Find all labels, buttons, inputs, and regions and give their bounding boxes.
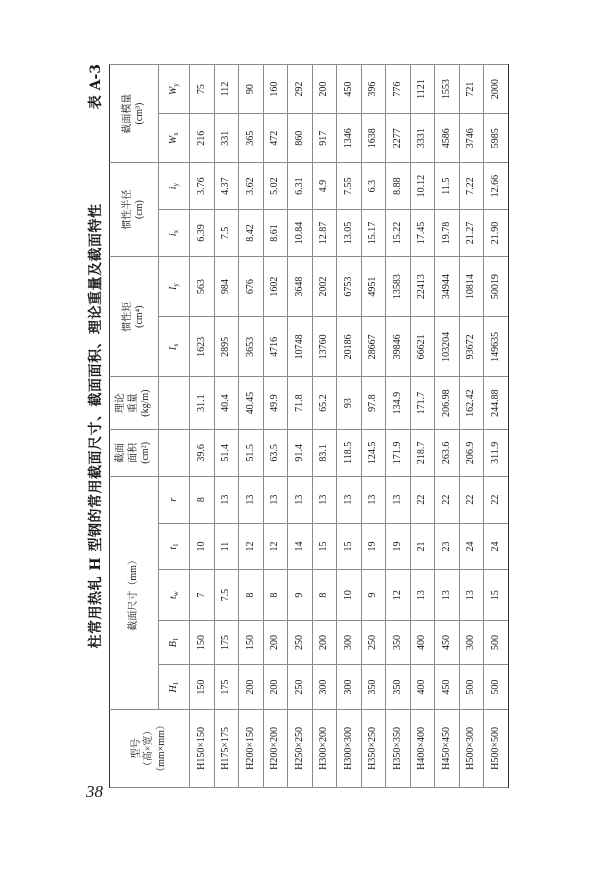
cell-weight: 49.9 xyxy=(263,377,288,429)
caption-row xyxy=(85,64,109,788)
cell-weight: 206.98 xyxy=(435,377,460,429)
cell-area: 118.5 xyxy=(337,429,362,476)
cell-Wy: 776 xyxy=(386,65,411,114)
rotated-table-region xyxy=(85,64,525,788)
cell-iy: 3.76 xyxy=(190,163,215,210)
table-row xyxy=(337,65,362,788)
cell-Ix: 10748 xyxy=(288,317,313,377)
cell-Iy: 6753 xyxy=(337,256,362,316)
cell-weight: 31.1 xyxy=(190,377,215,429)
cell-model: H150×150 xyxy=(190,709,215,787)
cell-tw: 15 xyxy=(484,570,509,620)
cell-r: 8 xyxy=(190,476,215,523)
cell-B1: 300 xyxy=(337,620,362,665)
header-radius xyxy=(110,163,159,257)
header-Wy: $W_y$ xyxy=(159,65,190,114)
cell-t1: 15 xyxy=(312,523,337,570)
cell-tw: 8 xyxy=(312,570,337,620)
cell-Ix: 2895 xyxy=(214,317,239,377)
cell-area: 39.6 xyxy=(190,429,215,476)
cell-tw: 7.5 xyxy=(214,570,239,620)
cell-Wx: 4586 xyxy=(435,114,460,163)
cell-ix: 13.05 xyxy=(337,210,362,257)
cell-r: 22 xyxy=(459,476,484,523)
cell-iy: 10.12 xyxy=(410,163,435,210)
table-row xyxy=(484,65,509,788)
cell-Iy: 50019 xyxy=(484,256,509,316)
cell-model: H350×250 xyxy=(361,709,386,787)
cell-Wx: 2277 xyxy=(386,114,411,163)
cell-weight: 244.88 xyxy=(484,377,509,429)
cell-Wx: 331 xyxy=(214,114,239,163)
header-iy: $i_y$ xyxy=(159,163,190,210)
cell-model: H500×300 xyxy=(459,709,484,787)
header-area-spacer xyxy=(159,429,190,476)
table-number: 表 A-3 xyxy=(88,64,104,110)
cell-area: 263.6 xyxy=(435,429,460,476)
cell-Iy: 34944 xyxy=(435,256,460,316)
cell-Ix: 4716 xyxy=(263,317,288,377)
header-weight-spacer xyxy=(159,377,190,429)
cell-iy: 12.66 xyxy=(484,163,509,210)
cell-Wx: 1346 xyxy=(337,114,362,163)
cell-H1: 350 xyxy=(361,665,386,710)
header-modulus xyxy=(110,65,159,163)
cell-ix: 8.42 xyxy=(239,210,264,257)
cell-ix: 19.78 xyxy=(435,210,460,257)
cell-r: 13 xyxy=(214,476,239,523)
cell-H1: 200 xyxy=(263,665,288,710)
cell-r: 13 xyxy=(239,476,264,523)
cell-Wx: 216 xyxy=(190,114,215,163)
table-row xyxy=(459,65,484,788)
h-steel-spec-table xyxy=(109,64,509,788)
cell-Wx: 860 xyxy=(288,114,313,163)
header-area-line3: (cm²) xyxy=(140,441,152,464)
cell-B1: 400 xyxy=(410,620,435,665)
cell-iy: 8.88 xyxy=(386,163,411,210)
cell-Wy: 90 xyxy=(239,65,264,114)
cell-tw: 8 xyxy=(239,570,264,620)
cell-Iy: 10814 xyxy=(459,256,484,316)
cell-Wx: 472 xyxy=(263,114,288,163)
cell-weight: 162.42 xyxy=(459,377,484,429)
cell-area: 51.4 xyxy=(214,429,239,476)
cell-Ix: 39846 xyxy=(386,317,411,377)
cell-iy: 6.31 xyxy=(288,163,313,210)
header-r: r xyxy=(159,476,190,523)
cell-Wx: 3331 xyxy=(410,114,435,163)
cell-model: H300×200 xyxy=(312,709,337,787)
cell-tw: 13 xyxy=(410,570,435,620)
cell-r: 13 xyxy=(288,476,313,523)
cell-Ix: 28667 xyxy=(361,317,386,377)
cell-weight: 71.8 xyxy=(288,377,313,429)
cell-tw: 8 xyxy=(263,570,288,620)
cell-area: 171.9 xyxy=(386,429,411,476)
cell-weight: 134.9 xyxy=(386,377,411,429)
cell-Ix: 149635 xyxy=(484,317,509,377)
header-modulus-line2: (cm³) xyxy=(134,102,145,125)
cell-B1: 150 xyxy=(239,620,264,665)
cell-B1: 175 xyxy=(214,620,239,665)
cell-weight: 171.7 xyxy=(410,377,435,429)
table-row xyxy=(361,65,386,788)
cell-B1: 350 xyxy=(386,620,411,665)
cell-Wy: 450 xyxy=(337,65,362,114)
cell-tw: 10 xyxy=(337,570,362,620)
cell-tw: 13 xyxy=(459,570,484,620)
cell-tw: 7 xyxy=(190,570,215,620)
cell-H1: 500 xyxy=(484,665,509,710)
cell-iy: 5.02 xyxy=(263,163,288,210)
table-row xyxy=(190,65,215,788)
cell-Ix: 1623 xyxy=(190,317,215,377)
cell-B1: 250 xyxy=(288,620,313,665)
cell-Ix: 13760 xyxy=(312,317,337,377)
header-model-line1: 型号 xyxy=(130,738,142,759)
cell-Iy: 13583 xyxy=(386,256,411,316)
header-inertia-line1: 惯性矩 xyxy=(121,301,133,332)
cell-Iy: 4951 xyxy=(361,256,386,316)
cell-t1: 11 xyxy=(214,523,239,570)
header-B1: $B_1$ xyxy=(159,620,190,665)
table-row xyxy=(410,65,435,788)
cell-area: 51.5 xyxy=(239,429,264,476)
header-area xyxy=(110,429,159,476)
header-inertia-line2: (cm⁴) xyxy=(134,305,145,328)
header-weight xyxy=(110,377,159,429)
cell-Wy: 200 xyxy=(312,65,337,114)
header-t1: $t_1$ xyxy=(159,523,190,570)
header-Iy: $I_y$ xyxy=(159,256,190,316)
cell-weight: 40.4 xyxy=(214,377,239,429)
cell-ix: 21.90 xyxy=(484,210,509,257)
cell-r: 22 xyxy=(484,476,509,523)
cell-weight: 65.2 xyxy=(312,377,337,429)
cell-area: 63.5 xyxy=(263,429,288,476)
cell-r: 22 xyxy=(410,476,435,523)
cell-iy: 6.3 xyxy=(361,163,386,210)
cell-Iy: 563 xyxy=(190,256,215,316)
cell-Ix: 20186 xyxy=(337,317,362,377)
table-body xyxy=(190,65,509,788)
cell-ix: 17.45 xyxy=(410,210,435,257)
cell-t1: 24 xyxy=(459,523,484,570)
table-row xyxy=(312,65,337,788)
header-tw: $t_w$ xyxy=(159,570,190,620)
page-number: 38 xyxy=(86,782,103,801)
cell-iy: 3.62 xyxy=(239,163,264,210)
table-title: 柱常用热轧 H 型钢的常用截面尺寸、截面面积、理论重量及截面特性 xyxy=(88,203,104,649)
header-Ix: $I_x$ xyxy=(159,317,190,377)
cell-H1: 450 xyxy=(435,665,460,710)
cell-Ix: 3653 xyxy=(239,317,264,377)
cell-ix: 12.87 xyxy=(312,210,337,257)
cell-Wy: 396 xyxy=(361,65,386,114)
cell-Wy: 1553 xyxy=(435,65,460,114)
table-row xyxy=(386,65,411,788)
cell-t1: 21 xyxy=(410,523,435,570)
cell-ix: 8.61 xyxy=(263,210,288,257)
cell-H1: 300 xyxy=(337,665,362,710)
cell-Wx: 365 xyxy=(239,114,264,163)
header-modulus-line1: 截面模量 xyxy=(121,93,133,134)
cell-r: 13 xyxy=(337,476,362,523)
cell-model: H450×450 xyxy=(435,709,460,787)
cell-Iy: 1602 xyxy=(263,256,288,316)
cell-Wx: 3746 xyxy=(459,114,484,163)
cell-tw: 12 xyxy=(386,570,411,620)
cell-t1: 12 xyxy=(263,523,288,570)
cell-Wy: 160 xyxy=(263,65,288,114)
cell-Iy: 22413 xyxy=(410,256,435,316)
cell-Ix: 93672 xyxy=(459,317,484,377)
cell-area: 91.4 xyxy=(288,429,313,476)
header-model-line3: （mm×mm） xyxy=(155,720,167,777)
cell-r: 13 xyxy=(386,476,411,523)
cell-ix: 21.27 xyxy=(459,210,484,257)
cell-Iy: 3648 xyxy=(288,256,313,316)
cell-t1: 19 xyxy=(361,523,386,570)
cell-Wy: 721 xyxy=(459,65,484,114)
cell-ix: 15.22 xyxy=(386,210,411,257)
cell-Wy: 2000 xyxy=(484,65,509,114)
table-row xyxy=(288,65,313,788)
cell-ix: 15.17 xyxy=(361,210,386,257)
cell-model: H300×300 xyxy=(337,709,362,787)
table-row xyxy=(214,65,239,788)
cell-t1: 23 xyxy=(435,523,460,570)
cell-B1: 500 xyxy=(484,620,509,665)
cell-H1: 350 xyxy=(386,665,411,710)
header-Wx: $W_x$ xyxy=(159,114,190,163)
cell-tw: 9 xyxy=(361,570,386,620)
cell-B1: 150 xyxy=(190,620,215,665)
table-row xyxy=(239,65,264,788)
cell-H1: 500 xyxy=(459,665,484,710)
cell-B1: 450 xyxy=(435,620,460,665)
header-area-line2: 面积 xyxy=(127,442,139,463)
header-weight-line1: 理论 xyxy=(115,393,127,414)
header-area-line1: 截面 xyxy=(115,442,127,463)
cell-tw: 9 xyxy=(288,570,313,620)
cell-r: 13 xyxy=(312,476,337,523)
header-model xyxy=(110,709,190,787)
cell-r: 13 xyxy=(263,476,288,523)
cell-r: 22 xyxy=(435,476,460,523)
cell-model: H175×175 xyxy=(214,709,239,787)
cell-Iy: 2002 xyxy=(312,256,337,316)
cell-Wx: 5985 xyxy=(484,114,509,163)
cell-iy: 11.5 xyxy=(435,163,460,210)
cell-weight: 40.45 xyxy=(239,377,264,429)
cell-iy: 4.37 xyxy=(214,163,239,210)
header-radius-line1: 惯性半径 xyxy=(121,189,133,230)
cell-H1: 300 xyxy=(312,665,337,710)
header-model-line2: （高×宽） xyxy=(143,725,155,772)
cell-tw: 13 xyxy=(435,570,460,620)
cell-H1: 250 xyxy=(288,665,313,710)
cell-Wy: 112 xyxy=(214,65,239,114)
header-inertia-moment xyxy=(110,256,159,377)
cell-ix: 7.5 xyxy=(214,210,239,257)
header-section-size: 截面尺寸（mm） xyxy=(110,476,159,709)
cell-B1: 200 xyxy=(263,620,288,665)
cell-Wx: 1638 xyxy=(361,114,386,163)
cell-B1: 250 xyxy=(361,620,386,665)
cell-iy: 7.55 xyxy=(337,163,362,210)
header-ix: $i_x$ xyxy=(159,210,190,257)
cell-H1: 150 xyxy=(190,665,215,710)
cell-H1: 175 xyxy=(214,665,239,710)
cell-model: H350×350 xyxy=(386,709,411,787)
cell-model: H200×150 xyxy=(239,709,264,787)
table-row xyxy=(435,65,460,788)
table-row xyxy=(263,65,288,788)
cell-Ix: 66621 xyxy=(410,317,435,377)
cell-B1: 300 xyxy=(459,620,484,665)
cell-Ix: 103204 xyxy=(435,317,460,377)
header-weight-line3: (kg/m) xyxy=(140,389,152,417)
cell-model: H250×250 xyxy=(288,709,313,787)
cell-weight: 93 xyxy=(337,377,362,429)
header-weight-line2: 重量 xyxy=(127,393,139,414)
cell-Iy: 984 xyxy=(214,256,239,316)
cell-t1: 15 xyxy=(337,523,362,570)
cell-area: 311.9 xyxy=(484,429,509,476)
cell-model: H200×200 xyxy=(263,709,288,787)
cell-Wx: 917 xyxy=(312,114,337,163)
cell-t1: 19 xyxy=(386,523,411,570)
cell-area: 124.5 xyxy=(361,429,386,476)
cell-ix: 10.84 xyxy=(288,210,313,257)
cell-Wy: 1121 xyxy=(410,65,435,114)
header-H1: $H_1$ xyxy=(159,665,190,710)
cell-t1: 12 xyxy=(239,523,264,570)
cell-model: H400×400 xyxy=(410,709,435,787)
cell-area: 83.1 xyxy=(312,429,337,476)
cell-Iy: 676 xyxy=(239,256,264,316)
cell-H1: 200 xyxy=(239,665,264,710)
cell-weight: 97.8 xyxy=(361,377,386,429)
cell-ix: 6.39 xyxy=(190,210,215,257)
cell-Wy: 292 xyxy=(288,65,313,114)
cell-B1: 200 xyxy=(312,620,337,665)
cell-H1: 400 xyxy=(410,665,435,710)
cell-area: 218.7 xyxy=(410,429,435,476)
cell-t1: 14 xyxy=(288,523,313,570)
header-radius-line2: (cm) xyxy=(134,200,145,220)
cell-iy: 4.9 xyxy=(312,163,337,210)
cell-area: 206.9 xyxy=(459,429,484,476)
cell-r: 13 xyxy=(361,476,386,523)
cell-t1: 24 xyxy=(484,523,509,570)
cell-t1: 10 xyxy=(190,523,215,570)
cell-Wy: 75 xyxy=(190,65,215,114)
cell-model: H500×500 xyxy=(484,709,509,787)
cell-iy: 7.22 xyxy=(459,163,484,210)
